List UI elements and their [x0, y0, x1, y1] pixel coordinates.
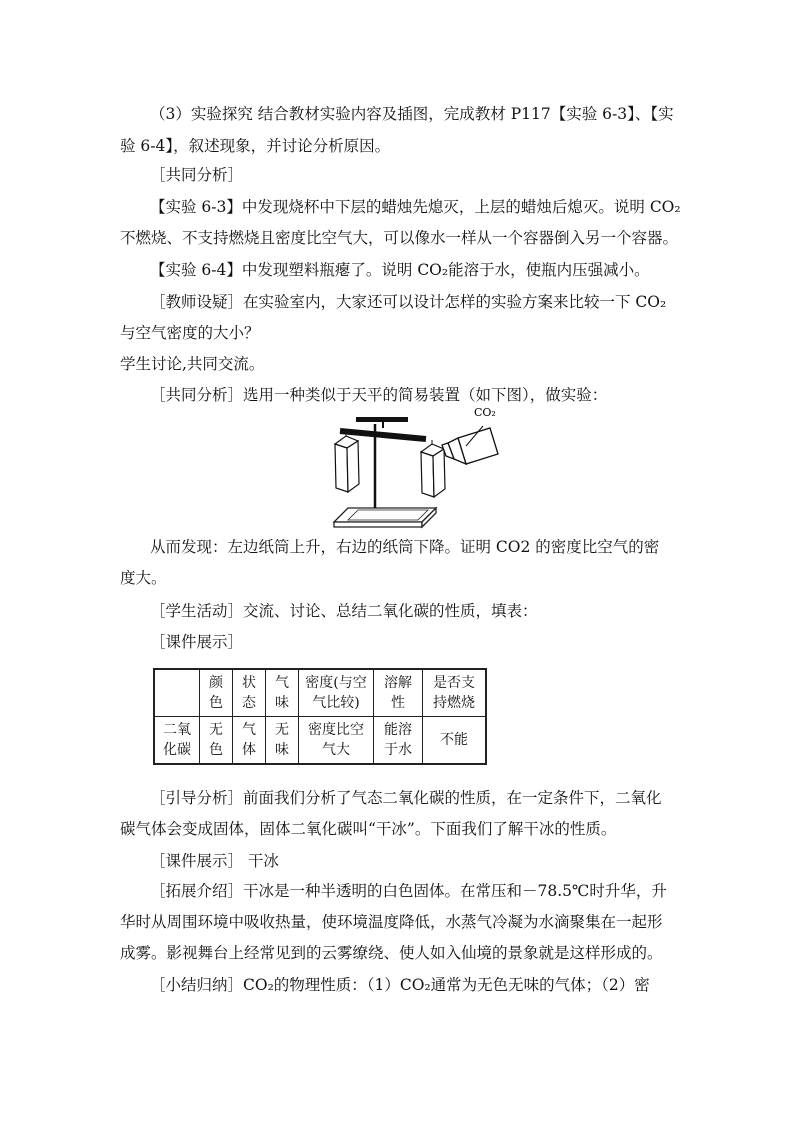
table-cell: 无色 — [200, 717, 233, 765]
table-cell: 密度比空气大 — [299, 717, 374, 765]
table-cell: 二氧化碳 — [154, 717, 200, 765]
section-label: ［共同分析］ — [150, 166, 244, 184]
table-header-cell: 气味 — [266, 669, 299, 717]
paragraph-line: 碳气体会变成固体，固体二氧化碳叫“干冰”。下面我们了解干冰的性质。 — [120, 820, 617, 838]
paragraph-line: ［小结归纳］CO₂的物理性质：（1）CO₂通常为无色无味的气体；（2）密 — [150, 976, 650, 994]
table-cell — [154, 669, 200, 717]
table-header-cell: 是否支持燃烧 — [423, 669, 487, 717]
paragraph-line: ［课件展示］ 干冰 — [150, 852, 279, 870]
paragraph-line: 度大。 — [120, 569, 167, 587]
paragraph-line: 成雾。影视舞台上经常见到的云雾缭绕、使人如入仙境的景象就是这样形成的。 — [120, 944, 663, 962]
paragraph-line: 不燃烧、不支持燃烧且密度比空气大，可以像水一样从一个容器倒入另一个容器。 — [120, 229, 679, 247]
table-header-cell: 溶解性 — [374, 669, 423, 717]
paragraph-line: ［教师设疑］在实验室内，大家还可以设计怎样的实验方案来比较一下 CO₂ — [150, 293, 667, 311]
table-header-cell: 密度(与空气比较) — [299, 669, 374, 717]
paragraph-line: ［拓展介绍］干冰是一种半透明的白色固体。在常压和－78.5℃时升华，升 — [150, 882, 667, 900]
paragraph-line: 从而发现：左边纸筒上升，右边的纸筒下降。证明 CO2 的密度比空气的密 — [150, 538, 660, 556]
table-header-cell: 状态 — [233, 669, 266, 717]
co2-properties-table — [153, 668, 487, 765]
table-cell: 气体 — [233, 717, 266, 765]
paragraph-line: 【实验 6-4】中发现塑料瓶瘪了。说明 CO₂能溶于水，使瓶内压强减小。 — [150, 261, 650, 279]
table-header-cell: 颜色 — [200, 669, 233, 717]
table-cell: 能溶于水 — [374, 717, 423, 765]
paragraph-line: ［引导分析］前面我们分析了气态二氧化碳的性质，在一定条件下，二氧化 — [150, 789, 662, 807]
balance-apparatus-figure — [318, 382, 508, 532]
table-cell: 不能 — [423, 717, 487, 765]
co2-label: CO₂ — [474, 406, 496, 419]
table-header-row — [154, 669, 486, 717]
paragraph-line: 与空气密度的大小？ — [120, 324, 260, 342]
paragraph-line: ［课件展示］ — [150, 633, 244, 651]
paragraph-line: 学生讨论,共同交流。 — [120, 355, 265, 373]
table-row — [154, 717, 486, 765]
paragraph-line: （3）实验探究 结合教材实验内容及插图，完成教材 P117【实验 6-3】、【实 — [150, 105, 674, 123]
paragraph-line: 验 6-4】，叙述现象，并讨论分析原因。 — [120, 137, 391, 155]
paragraph-line: 【实验 6-3】中发现烧杯中下层的蜡烛先熄灭，上层的蜡烛后熄灭。说明 CO₂ — [150, 198, 681, 216]
table-cell: 无味 — [266, 717, 299, 765]
paragraph-line: 华时从周围环境中吸收热量，使环境温度降低，水蒸气冷凝为水滴聚集在一起形 — [120, 913, 663, 931]
paragraph-line: ［学生活动］交流、讨论、总结二氧化碳的性质，填表： — [150, 602, 538, 620]
paragraph-line: ［共同分析］选用一种类似于天平的简易装置（如下图），做实验： — [150, 386, 608, 404]
